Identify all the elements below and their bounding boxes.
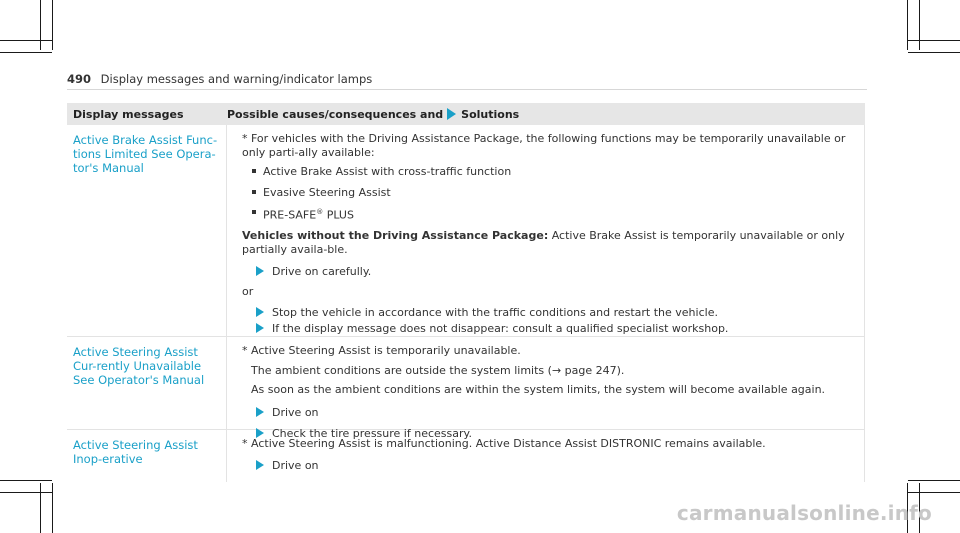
- action-step: [242, 406, 864, 420]
- footnote-star: *: [242, 437, 248, 450]
- action-text: Drive on: [272, 458, 319, 472]
- no-package-note: [242, 229, 864, 256]
- table-row: [67, 125, 865, 337]
- action-text: Check the tire pressure if necessary.: [272, 427, 472, 440]
- list-item: [242, 206, 864, 222]
- or-text: or: [242, 284, 254, 298]
- list-item: Active Brake Assist with cross-traffic function: [242, 165, 864, 179]
- action-text: Stop the vehicle in accordance with the traffic conditions and restart the vehicle.: [272, 306, 718, 320]
- action-text: Drive on: [272, 405, 319, 419]
- list-item-text: PRE-SAFE: [263, 208, 317, 222]
- message-details: [227, 337, 865, 440]
- footnote-star: *: [242, 344, 248, 357]
- intro-line: Active Steering Assist is malfunctioning. Active Distance Assist DISTRONIC remains available.: [251, 437, 766, 450]
- col-header-messages: Display messages: [73, 107, 184, 121]
- crop-mark: [919, 0, 920, 50]
- message-name: Active Steering Assist Cur-rently Unavailable See Operator's Manual: [67, 337, 227, 429]
- play-arrow-icon: [447, 108, 456, 120]
- bold-label: Vehicles without the Driving Assistance Package:: [242, 229, 549, 243]
- intro-line: For vehicles with the Driving Assistance Package, the following functions may be temporarily unavailable or only parti-ally available:: [242, 132, 846, 159]
- crop-mark: [0, 480, 52, 481]
- list-item: Evasive Steering Assist: [242, 186, 864, 200]
- action-step: [242, 427, 864, 441]
- crop-mark: [40, 0, 41, 50]
- watermark: carmanualsonline.info: [676, 501, 932, 525]
- action-arrow-icon: [256, 407, 264, 417]
- col-header-solutions: Solutions: [461, 107, 520, 121]
- action-text: If the display message does not disappear: consult a qualified specialist workshop.: [272, 321, 729, 335]
- action-step: [242, 459, 864, 473]
- availability-text: As soon as the ambient conditions are within the system limits, the system will become available again.: [251, 383, 826, 396]
- crop-mark: [0, 52, 52, 53]
- crop-mark: [907, 0, 908, 50]
- message-name: Active Brake Assist Func-tions Limited See Opera-tor's Manual: [67, 125, 227, 336]
- list-item-text: PLUS: [326, 208, 354, 222]
- page-title: Display messages and warning/indicator lamps: [100, 72, 373, 86]
- header-divider: [67, 89, 867, 90]
- table-header: [67, 103, 865, 125]
- table-row: [67, 337, 865, 440]
- crop-mark: [908, 52, 960, 53]
- action-step: [242, 322, 864, 336]
- crop-mark: [0, 492, 52, 493]
- crop-mark: [908, 40, 960, 41]
- action-text: Drive on carefully.: [272, 265, 372, 279]
- message-name: Active Steering Assist Inop-erative: [67, 430, 227, 482]
- crop-mark: [908, 492, 960, 493]
- intro-line: Active Steering Assist is temporarily unavailable.: [251, 344, 521, 357]
- action-arrow-icon: [256, 428, 264, 438]
- bold-label-text: Active Brake Assist is temporarily unavailable or only partially availa-ble.: [242, 229, 845, 256]
- col-header-causes-text: Possible causes/consequences and: [227, 107, 444, 121]
- crop-mark: [52, 483, 53, 533]
- message-details: [227, 125, 865, 336]
- crop-mark: [40, 483, 41, 533]
- action-step: [242, 265, 864, 279]
- page-header: [67, 72, 867, 86]
- action-step: [242, 306, 864, 320]
- col-header-causes: [219, 108, 865, 121]
- system-limits-text: The ambient conditions are outside the system limits (→ page 247).: [251, 363, 625, 377]
- intro-text: [242, 344, 864, 358]
- footnote-star: *: [242, 132, 248, 145]
- action-arrow-icon: [256, 307, 264, 317]
- action-arrow-icon: [256, 323, 264, 333]
- action-arrow-icon: [256, 460, 264, 470]
- registered-mark: ®: [316, 208, 324, 216]
- crop-mark: [908, 480, 960, 481]
- crop-mark: [0, 40, 52, 41]
- display-messages-table: [67, 103, 865, 482]
- page-number: 490: [67, 72, 92, 86]
- crop-mark: [52, 0, 53, 50]
- action-arrow-icon: [256, 266, 264, 276]
- intro-text: [242, 132, 864, 159]
